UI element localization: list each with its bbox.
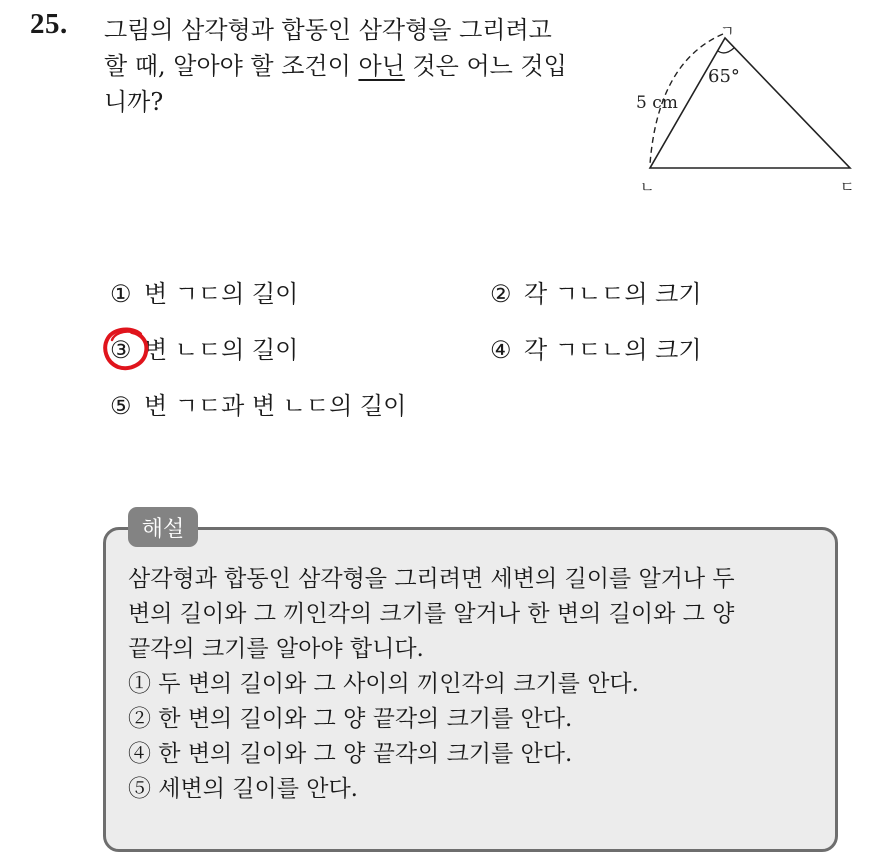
vertex-right-label: ㄷ <box>840 178 855 196</box>
question-line-2a: 할 때, 알아야 할 조건이 <box>104 52 359 80</box>
choice-text: 각 ㄱㄴㄷ의 크기 <box>524 280 702 308</box>
choice-text: 변 ㄴㄷ의 길이 <box>144 336 299 364</box>
side-length-label: 5 cm <box>636 93 678 113</box>
question-number: 25. <box>30 8 68 40</box>
choice-number: ③ <box>110 336 132 364</box>
question-text <box>104 12 604 120</box>
triangle-shape <box>650 38 850 168</box>
choice-text: 각 ㄱㄷㄴ의 크기 <box>524 336 702 364</box>
choice-text: 변 ㄱㄷ과 변 ㄴㄷ의 길이 <box>144 392 407 420</box>
choice-5[interactable] <box>110 390 406 422</box>
choice-1[interactable] <box>110 278 298 310</box>
answer-mark-circle <box>102 326 152 372</box>
choice-text: 변 ㄱㄷ의 길이 <box>144 280 299 308</box>
solution-line-5: ② 한 변의 길이와 그 양 끝각의 크기를 안다. <box>128 706 573 732</box>
solution-line-3: 끝각의 크기를 알아야 합니다. <box>128 636 424 662</box>
solution-tab: 해설 <box>128 507 198 547</box>
angle-label: 65° <box>708 66 740 87</box>
triangle-figure <box>628 22 868 202</box>
question-line-3: 니까? <box>104 88 164 116</box>
solution-line-6: ④ 한 변의 길이와 그 양 끝각의 크기를 안다. <box>128 741 573 767</box>
choice-number: ② <box>490 280 512 308</box>
question-line-1: 그림의 삼각형과 합동인 삼각형을 그리려고 <box>104 16 552 44</box>
angle-arc <box>718 48 734 53</box>
vertex-top-label: ㄱ <box>720 22 735 40</box>
question-underlined-word: 아닌 <box>358 52 405 80</box>
choice-number: ① <box>110 280 132 308</box>
solution-text <box>128 562 828 807</box>
solution-line-4: ① 두 변의 길이와 그 사이의 끼인각의 크기를 안다. <box>128 671 639 697</box>
choice-number: ④ <box>490 336 512 364</box>
choice-2[interactable] <box>490 278 702 310</box>
solution-line-7: ⑤ 세변의 길이를 안다. <box>128 776 358 802</box>
solution-line-2: 변의 길이와 그 끼인각의 크기를 알거나 한 변의 길이와 그 양 <box>128 601 735 627</box>
vertex-left-label: ㄴ <box>640 178 655 196</box>
choice-number: ⑤ <box>110 392 132 420</box>
solution-line-1: 삼각형과 합동인 삼각형을 그리려면 세변의 길이를 알거나 두 <box>128 566 735 592</box>
question-line-2b: 것은 어느 것입 <box>404 52 567 80</box>
choice-4[interactable] <box>490 334 702 366</box>
